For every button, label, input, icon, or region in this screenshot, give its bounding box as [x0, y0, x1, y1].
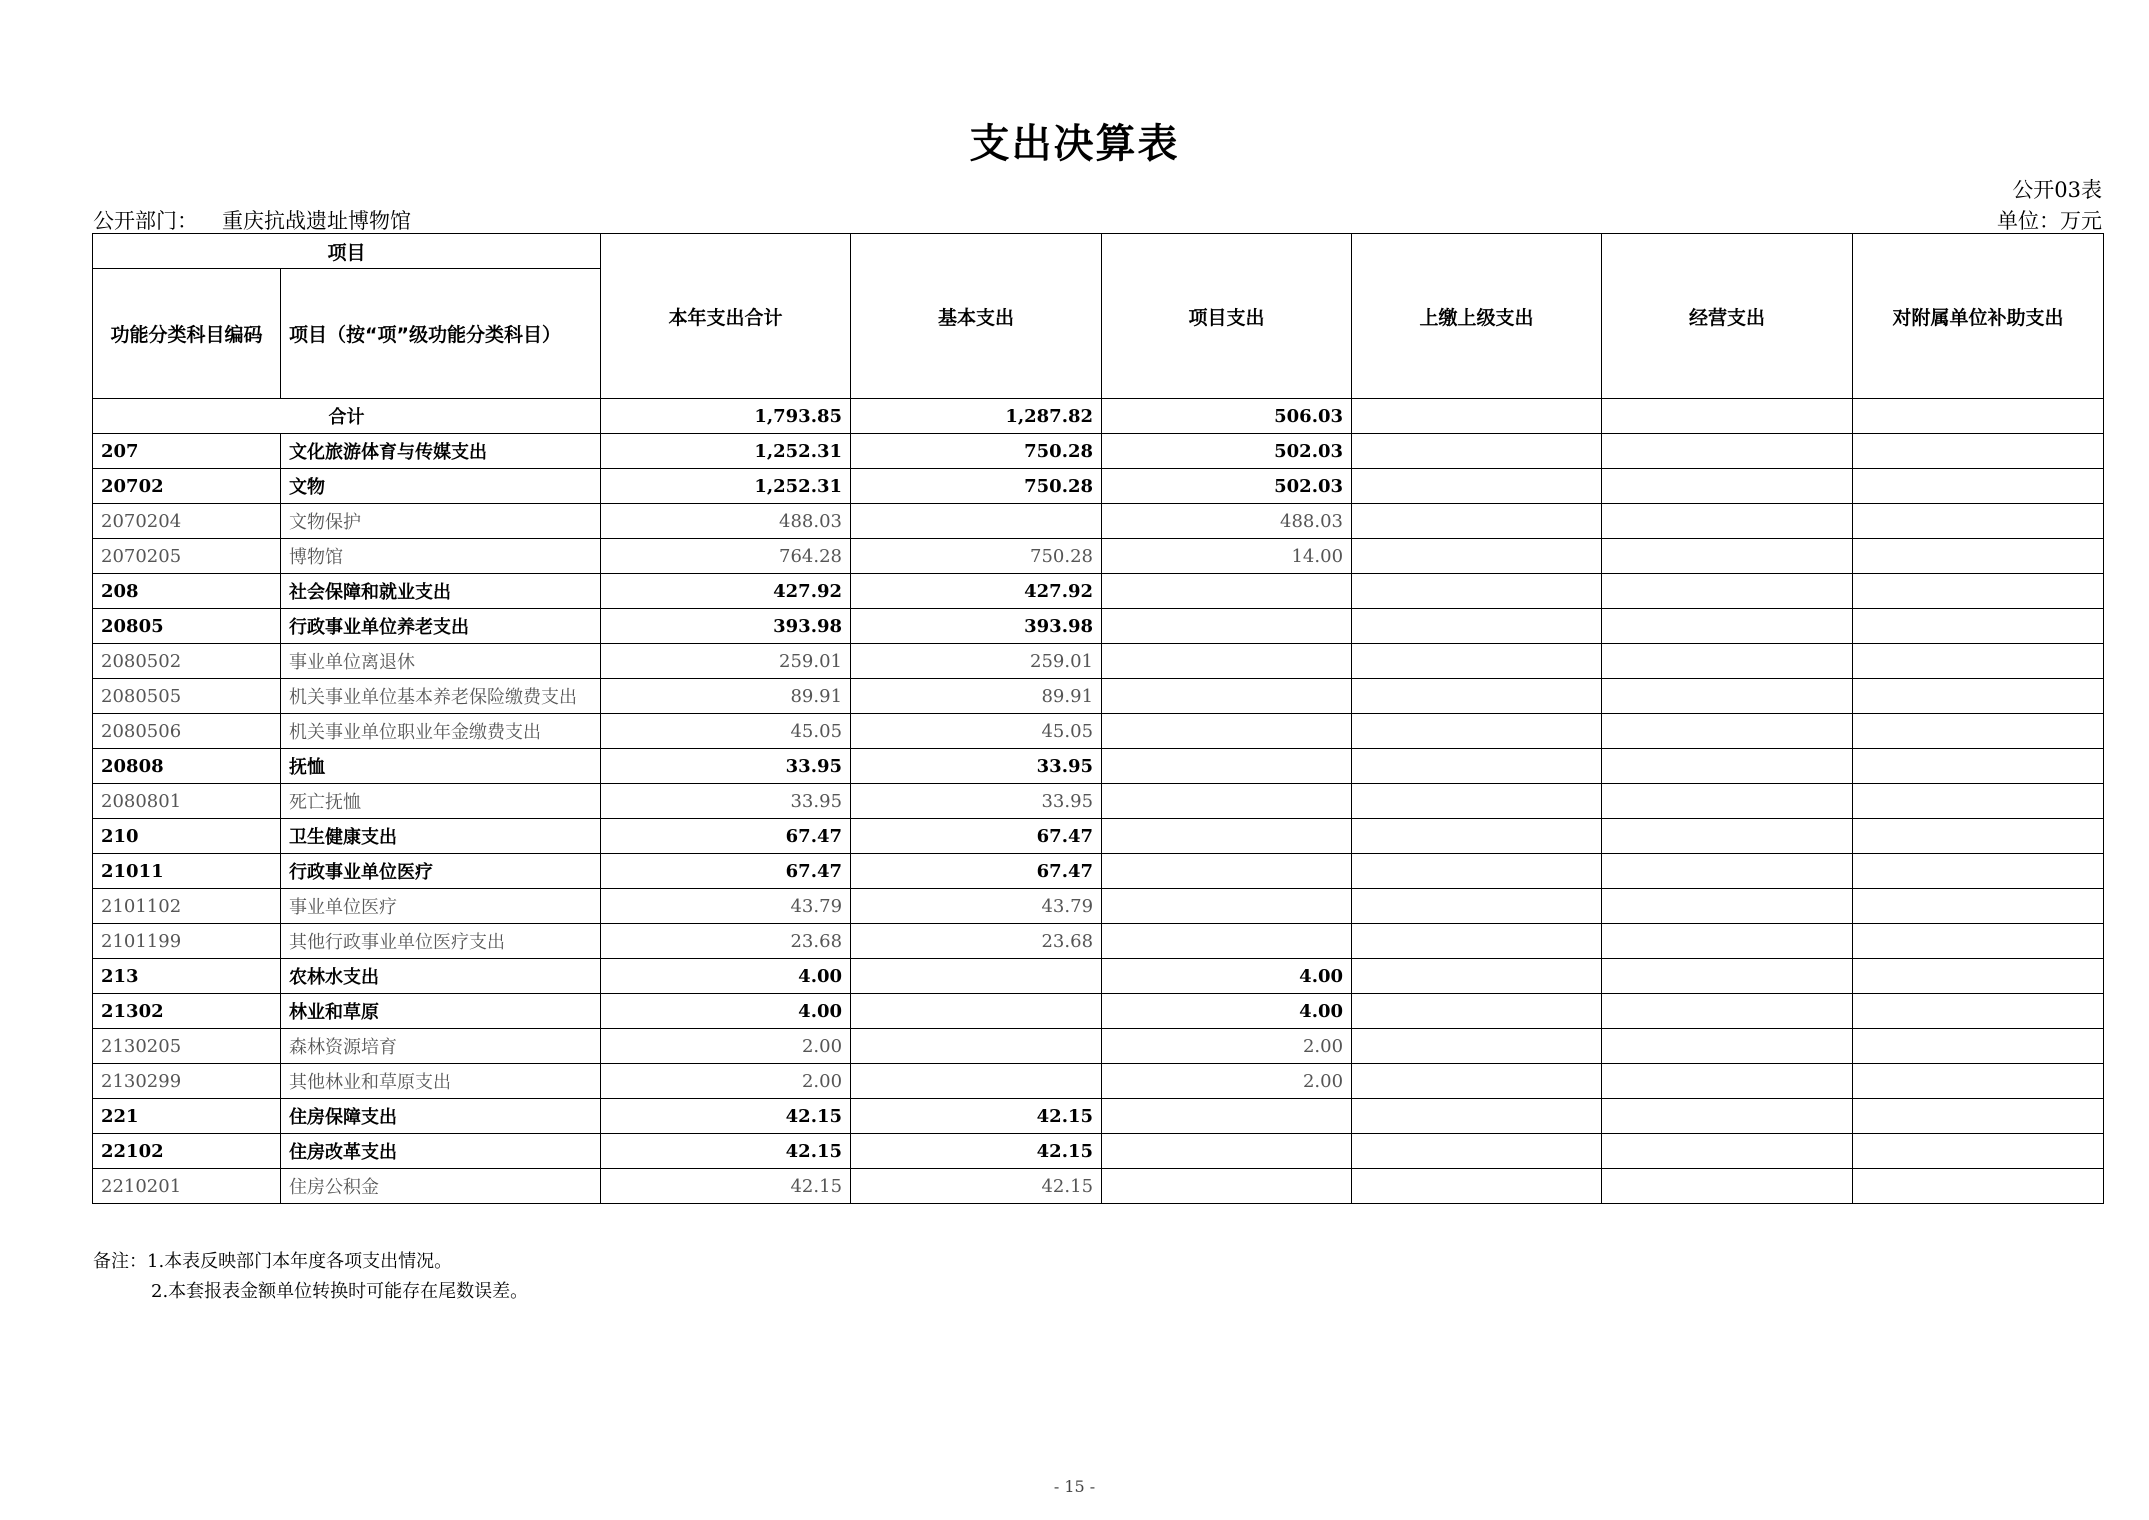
cell-subsidiary [1853, 469, 2104, 504]
cell-upper [1352, 959, 1602, 994]
cell-upper [1352, 1064, 1602, 1099]
expenditure-table [92, 233, 2104, 1204]
cell-total: 4.00 [601, 994, 851, 1029]
cell-upper [1352, 714, 1602, 749]
cell-name: 住房保障支出 [281, 1099, 601, 1134]
cell-project [1102, 819, 1352, 854]
cell-name: 死亡抚恤 [281, 784, 601, 819]
cell-total: 43.79 [601, 889, 851, 924]
cell-total: 1,252.31 [601, 469, 851, 504]
page-title: 支出决算表 [969, 121, 1180, 167]
cell-name: 社会保障和就业支出 [281, 574, 601, 609]
cell-code: 2070205 [93, 539, 281, 574]
cell-subsidiary [1853, 854, 2104, 889]
cell-basic: 89.91 [851, 679, 1102, 714]
cell-basic: 42.15 [851, 1099, 1102, 1134]
cell-upper [1352, 469, 1602, 504]
cell-upper [1352, 784, 1602, 819]
cell-name: 林业和草原 [281, 994, 601, 1029]
header-business: 经营支出 [1602, 234, 1853, 399]
cell-upper [1352, 574, 1602, 609]
cell-basic: 259.01 [851, 644, 1102, 679]
cell-upper [1352, 539, 1602, 574]
cell-project [1102, 1169, 1352, 1204]
department [93, 205, 411, 235]
header-name: 项目（按“项”级功能分类科目） [281, 269, 601, 399]
cell-subsidiary [1853, 1169, 2104, 1204]
cell-business [1602, 749, 1853, 784]
cell-business [1602, 609, 1853, 644]
cell-name: 行政事业单位养老支出 [281, 609, 601, 644]
cell-subsidiary [1853, 644, 2104, 679]
cell-name: 机关事业单位基本养老保险缴费支出 [281, 679, 601, 714]
cell-total: 67.47 [601, 854, 851, 889]
cell-code: 2130299 [93, 1064, 281, 1099]
table-row [93, 574, 2104, 609]
cell-basic: 750.28 [851, 469, 1102, 504]
cell-name: 住房改革支出 [281, 1134, 601, 1169]
cell-business [1602, 1169, 1853, 1204]
cell-basic [851, 959, 1102, 994]
cell-basic: 42.15 [851, 1169, 1102, 1204]
cell-name: 其他林业和草原支出 [281, 1064, 601, 1099]
cell-subsidiary [1853, 1064, 2104, 1099]
cell-business [1602, 714, 1853, 749]
cell-total: 33.95 [601, 784, 851, 819]
department-name: 重庆抗战遗址博物馆 [222, 209, 411, 233]
cell-name: 事业单位医疗 [281, 889, 601, 924]
cell-subsidiary [1853, 749, 2104, 784]
cell-project [1102, 924, 1352, 959]
cell-total: 42.15 [601, 1099, 851, 1134]
cell-upper [1352, 1169, 1602, 1204]
cell-business [1602, 469, 1853, 504]
table-row [93, 1029, 2104, 1064]
cell-subsidiary [1853, 1099, 2104, 1134]
cell-basic: 67.47 [851, 854, 1102, 889]
cell-name: 卫生健康支出 [281, 819, 601, 854]
cell-business [1602, 924, 1853, 959]
cell-code: 213 [93, 959, 281, 994]
cell-project: 4.00 [1102, 994, 1352, 1029]
cell-upper [1352, 1099, 1602, 1134]
cell-project [1102, 1134, 1352, 1169]
cell-business [1602, 1134, 1853, 1169]
cell-name: 森林资源培育 [281, 1029, 601, 1064]
cell-total: 45.05 [601, 714, 851, 749]
table-row [93, 609, 2104, 644]
cell-subsidiary [1853, 784, 2104, 819]
cell-business [1602, 1099, 1853, 1134]
cell-total: 33.95 [601, 749, 851, 784]
cell-total: 23.68 [601, 924, 851, 959]
notes [93, 1247, 528, 1307]
cell-project: 2.00 [1102, 1029, 1352, 1064]
cell-project: 502.03 [1102, 469, 1352, 504]
cell-upper [1352, 504, 1602, 539]
total-upper [1352, 399, 1602, 434]
cell-code: 208 [93, 574, 281, 609]
cell-business [1602, 994, 1853, 1029]
cell-project: 14.00 [1102, 539, 1352, 574]
cell-total: 393.98 [601, 609, 851, 644]
cell-project [1102, 784, 1352, 819]
cell-code: 2080505 [93, 679, 281, 714]
table-row [93, 959, 2104, 994]
cell-code: 2080502 [93, 644, 281, 679]
cell-business [1602, 679, 1853, 714]
cell-business [1602, 784, 1853, 819]
cell-name: 行政事业单位医疗 [281, 854, 601, 889]
table-row [93, 889, 2104, 924]
cell-code: 221 [93, 1099, 281, 1134]
total-business [1602, 399, 1853, 434]
cell-subsidiary [1853, 1029, 2104, 1064]
cell-name: 文物 [281, 469, 601, 504]
cell-business [1602, 434, 1853, 469]
cell-upper [1352, 749, 1602, 784]
cell-code: 207 [93, 434, 281, 469]
cell-business [1602, 854, 1853, 889]
cell-name: 事业单位离退休 [281, 644, 601, 679]
cell-project: 488.03 [1102, 504, 1352, 539]
cell-basic: 33.95 [851, 749, 1102, 784]
cell-subsidiary [1853, 504, 2104, 539]
total-label: 合计 [93, 399, 601, 434]
cell-subsidiary [1853, 994, 2104, 1029]
cell-code: 2101102 [93, 889, 281, 924]
total-project: 506.03 [1102, 399, 1352, 434]
table-row [93, 644, 2104, 679]
cell-subsidiary [1853, 889, 2104, 924]
cell-total: 2.00 [601, 1029, 851, 1064]
cell-business [1602, 539, 1853, 574]
cell-project [1102, 609, 1352, 644]
total-total: 1,793.85 [601, 399, 851, 434]
cell-subsidiary [1853, 959, 2104, 994]
cell-project [1102, 889, 1352, 924]
cell-upper [1352, 819, 1602, 854]
cell-total: 4.00 [601, 959, 851, 994]
cell-code: 2101199 [93, 924, 281, 959]
header-item-group: 项目 [93, 234, 601, 269]
cell-upper [1352, 1134, 1602, 1169]
header-basic: 基本支出 [851, 234, 1102, 399]
cell-code: 2070204 [93, 504, 281, 539]
cell-total: 89.91 [601, 679, 851, 714]
total-basic: 1,287.82 [851, 399, 1102, 434]
cell-project [1102, 749, 1352, 784]
cell-upper [1352, 889, 1602, 924]
cell-total: 764.28 [601, 539, 851, 574]
cell-project [1102, 1099, 1352, 1134]
table-row [93, 784, 2104, 819]
cell-name: 文化旅游体育与传媒支出 [281, 434, 601, 469]
cell-business [1602, 574, 1853, 609]
table-row [93, 679, 2104, 714]
department-label: 公开部门： [93, 209, 198, 233]
cell-total: 488.03 [601, 504, 851, 539]
cell-business [1602, 1029, 1853, 1064]
table-row [93, 1134, 2104, 1169]
table-row [93, 854, 2104, 889]
cell-subsidiary [1853, 679, 2104, 714]
cell-basic: 750.28 [851, 539, 1102, 574]
cell-name: 住房公积金 [281, 1169, 601, 1204]
cell-code: 21302 [93, 994, 281, 1029]
header-subsidiary: 对附属单位补助支出 [1853, 234, 2104, 399]
cell-subsidiary [1853, 819, 2104, 854]
table-row [93, 434, 2104, 469]
unit-label: 单位：万元 [1997, 209, 2102, 233]
cell-basic: 23.68 [851, 924, 1102, 959]
cell-basic [851, 1064, 1102, 1099]
cell-code: 210 [93, 819, 281, 854]
table-row [93, 994, 2104, 1029]
cell-subsidiary [1853, 609, 2104, 644]
cell-subsidiary [1853, 714, 2104, 749]
note-2: 2.本套报表金额单位转换时可能存在尾数误差。 [151, 1281, 529, 1302]
cell-business [1602, 889, 1853, 924]
cell-upper [1352, 609, 1602, 644]
header-code: 功能分类科目编码 [93, 269, 281, 399]
cell-name: 机关事业单位职业年金缴费支出 [281, 714, 601, 749]
cell-project [1102, 714, 1352, 749]
cell-project: 502.03 [1102, 434, 1352, 469]
cell-name: 农林水支出 [281, 959, 601, 994]
cell-name: 其他行政事业单位医疗支出 [281, 924, 601, 959]
cell-code: 21011 [93, 854, 281, 889]
cell-upper [1352, 434, 1602, 469]
cell-total: 427.92 [601, 574, 851, 609]
cell-code: 20805 [93, 609, 281, 644]
cell-code: 20808 [93, 749, 281, 784]
note-1: 备注：1.本表反映部门本年度各项支出情况。 [93, 1251, 453, 1272]
cell-total: 2.00 [601, 1064, 851, 1099]
cell-subsidiary [1853, 434, 2104, 469]
cell-upper [1352, 1029, 1602, 1064]
table-row [93, 714, 2104, 749]
cell-project: 2.00 [1102, 1064, 1352, 1099]
table-row [93, 539, 2104, 574]
cell-upper [1352, 924, 1602, 959]
cell-business [1602, 959, 1853, 994]
header-upper: 上缴上级支出 [1352, 234, 1602, 399]
cell-total: 259.01 [601, 644, 851, 679]
header-total: 本年支出合计 [601, 234, 851, 399]
total-subsidiary [1853, 399, 2104, 434]
cell-upper [1352, 679, 1602, 714]
table-row [93, 1169, 2104, 1204]
table-row [93, 469, 2104, 504]
cell-basic: 42.15 [851, 1134, 1102, 1169]
cell-subsidiary [1853, 924, 2104, 959]
cell-project [1102, 644, 1352, 679]
cell-basic [851, 994, 1102, 1029]
cell-code: 20702 [93, 469, 281, 504]
cell-business [1602, 644, 1853, 679]
total-row [93, 399, 2104, 434]
cell-subsidiary [1853, 574, 2104, 609]
cell-basic: 750.28 [851, 434, 1102, 469]
cell-basic: 43.79 [851, 889, 1102, 924]
cell-upper [1352, 994, 1602, 1029]
cell-basic: 45.05 [851, 714, 1102, 749]
cell-name: 博物馆 [281, 539, 601, 574]
cell-business [1602, 504, 1853, 539]
cell-project [1102, 854, 1352, 889]
cell-upper [1352, 854, 1602, 889]
header-project: 项目支出 [1102, 234, 1352, 399]
cell-basic: 67.47 [851, 819, 1102, 854]
cell-basic: 33.95 [851, 784, 1102, 819]
cell-code: 2080801 [93, 784, 281, 819]
table-row [93, 1099, 2104, 1134]
cell-total: 67.47 [601, 819, 851, 854]
cell-basic: 427.92 [851, 574, 1102, 609]
cell-subsidiary [1853, 1134, 2104, 1169]
cell-name: 抚恤 [281, 749, 601, 784]
page-number: - 15 - [1053, 1477, 1096, 1496]
cell-total: 42.15 [601, 1169, 851, 1204]
cell-business [1602, 819, 1853, 854]
cell-basic [851, 1029, 1102, 1064]
cell-name: 文物保护 [281, 504, 601, 539]
cell-upper [1352, 644, 1602, 679]
cell-project [1102, 574, 1352, 609]
table-row [93, 924, 2104, 959]
table-row [93, 819, 2104, 854]
cell-code: 22102 [93, 1134, 281, 1169]
cell-subsidiary [1853, 539, 2104, 574]
table-row [93, 1064, 2104, 1099]
cell-project [1102, 679, 1352, 714]
table-row [93, 504, 2104, 539]
cell-code: 2080506 [93, 714, 281, 749]
cell-code: 2210201 [93, 1169, 281, 1204]
cell-business [1602, 1064, 1853, 1099]
cell-code: 2130205 [93, 1029, 281, 1064]
cell-total: 1,252.31 [601, 434, 851, 469]
cell-basic: 393.98 [851, 609, 1102, 644]
cell-project: 4.00 [1102, 959, 1352, 994]
cell-basic [851, 504, 1102, 539]
table-id: 公开03表 [2012, 178, 2102, 202]
table-row [93, 749, 2104, 784]
cell-total: 42.15 [601, 1134, 851, 1169]
